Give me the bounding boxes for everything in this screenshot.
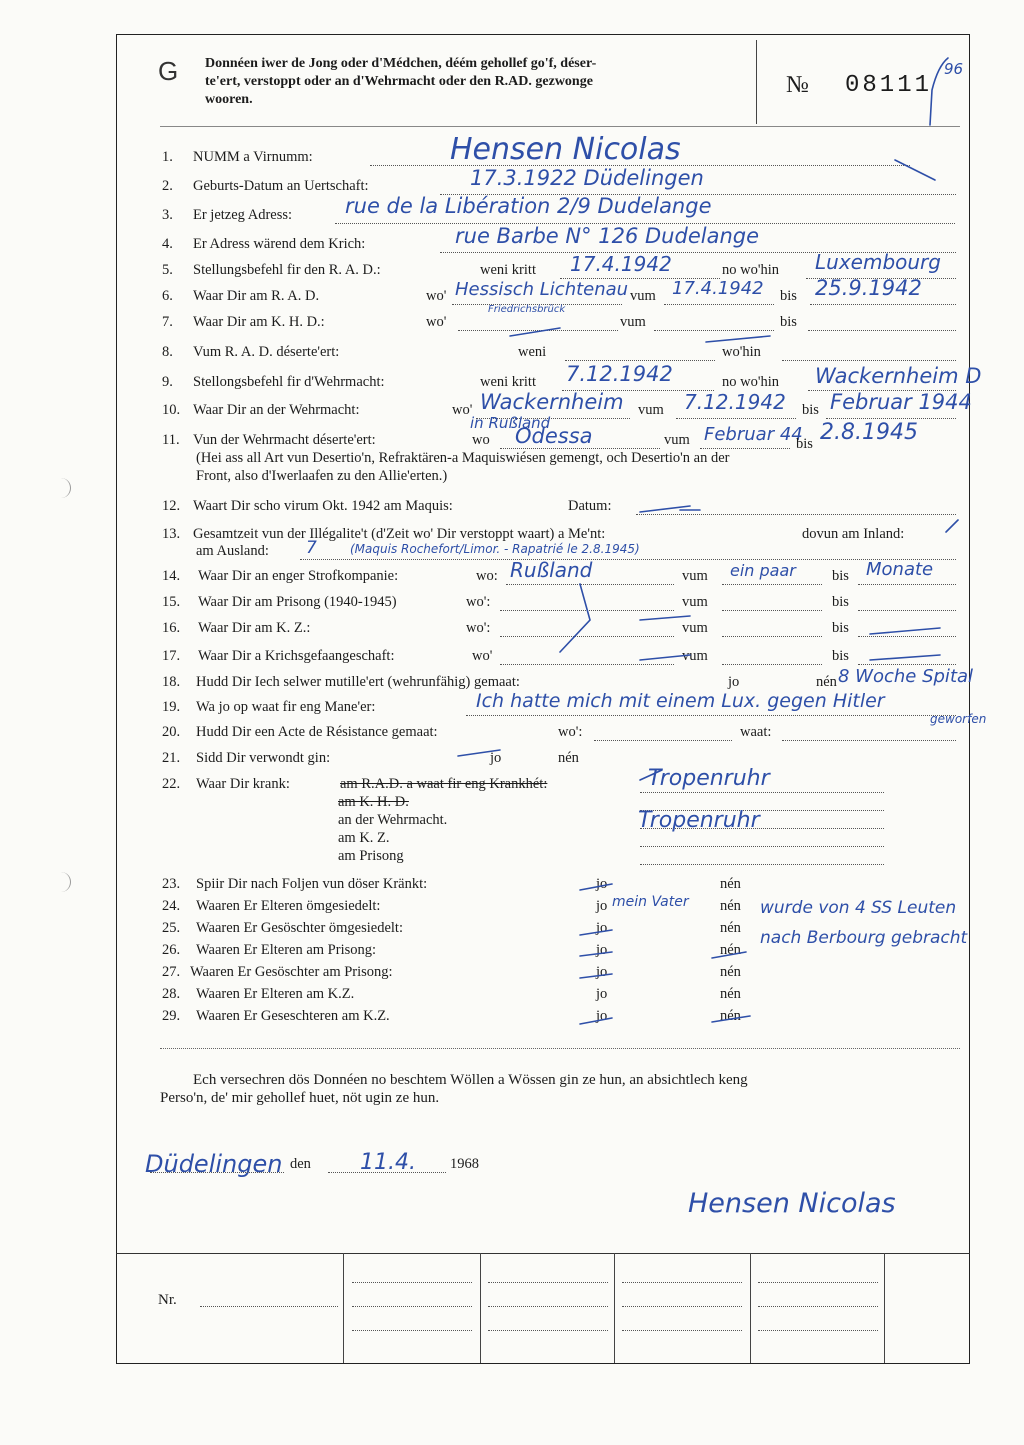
word: vum (682, 568, 708, 584)
war-address-hw: rue Barbe N° 126 Dudelange (455, 224, 760, 248)
form-number: 08111 (845, 72, 933, 99)
illness-hw: Tropenruhr (648, 766, 770, 791)
row-label: NUMM a Virnumm: (193, 149, 313, 165)
row-num: 26. (162, 942, 181, 958)
row-num: 5. (162, 262, 173, 278)
rad-from-hw: 17.4.1942 (672, 278, 764, 299)
wm-to-hw: Februar 1944 (830, 390, 972, 414)
header-title-2: te'ert, verstoppt oder an d'Wehrmacht oder den R.AD. gezwonge (205, 74, 593, 89)
word: nén (720, 942, 741, 958)
word: bis (832, 568, 849, 584)
manner-cont-hw: geworfen (930, 712, 987, 726)
illness-sub-label: an der Wehrmacht. (338, 812, 448, 828)
row-num: 20. (162, 724, 181, 740)
row-num: 1. (162, 149, 173, 165)
row-label: Er jetzeg Adress: (193, 207, 293, 223)
word: wo: (476, 568, 498, 584)
word: jo (596, 1008, 608, 1024)
row-label: Waaren Er Elteren ömgesiedelt: (196, 898, 381, 914)
row-num: 13. (162, 526, 181, 542)
declaration-line-2: Perso'n, de' mir gehollef huet, nöt ugin ze hun. (160, 1090, 440, 1106)
word: bis (832, 648, 849, 664)
row-num: 19. (162, 699, 181, 715)
word: nén (720, 986, 741, 1002)
illness-rad-label: am R.A.D. a waat fir eng Krankhét: (340, 776, 548, 792)
word: bis (780, 288, 797, 304)
row-label: Hudd Dir Iech selwer mutille'ert (wehrunfähig) gemaat: (196, 674, 520, 690)
row-label: Waar Dir am K. Z.: (198, 620, 311, 636)
word: no wo'hin (722, 374, 779, 390)
word: jo (728, 674, 740, 690)
row-label: Stellungsbefehl fir den R. A. D.: (193, 262, 381, 278)
wm-order-place-hw: Wackernheim D (815, 364, 982, 388)
place-hw: Düdelingen (145, 1150, 283, 1178)
row-num: 17. (162, 648, 181, 664)
row-num: 27. (162, 964, 181, 980)
rad-order-date-hw: 17.4.1942 (570, 252, 672, 276)
row-num: 6. (162, 288, 173, 304)
word: wo' (426, 314, 447, 330)
word: bis (780, 314, 797, 330)
row-label: Sidd Dir verwondt gin: (196, 750, 331, 766)
header-mark: G (158, 56, 179, 86)
row-label: Waaren Er Geseschteren am K.Z. (196, 1008, 390, 1024)
word: vum (664, 432, 690, 448)
word: jo (596, 942, 608, 958)
resettled-note2-hw: nach Berbourg gebracht (760, 928, 968, 948)
word: nén (720, 964, 741, 980)
row-label: Waar Dir krank: (196, 776, 290, 792)
word: dovun am Inland: (802, 526, 905, 542)
word: nén (720, 1008, 741, 1024)
form-number-hw: 96 (944, 60, 964, 78)
wm-order-date-hw: 7.12.1942 (566, 362, 673, 386)
row-label: Waar Dir am R. A. D. (193, 288, 320, 304)
number-label: № (786, 72, 809, 98)
word: wo': (466, 620, 491, 636)
signature-hw: Hensen Nicolas (688, 1188, 896, 1219)
word: jo (596, 876, 608, 892)
parents-resettled-hw: mein Vater (612, 894, 689, 910)
word: bis (802, 402, 819, 418)
illness-sub-label: am K. Z. (338, 830, 390, 846)
row-num: 18. (162, 674, 181, 690)
row-num: 16. (162, 620, 181, 636)
word: no wo'hin (722, 262, 779, 278)
row-num: 14. (162, 568, 181, 584)
manner-hw: Ich hatte mich mit einem Lux. gegen Hitler (476, 690, 885, 712)
penal-place-hw: Rußland (510, 558, 593, 582)
row-label: Waar Dir an enger Strofkompanie: (198, 568, 399, 584)
row-num: 15. (162, 594, 181, 610)
wm-place-hw: Wackernheim (480, 390, 624, 414)
row-label: Gesamtzeit vun der Illégalite't (d'Zeit wo' Dir verstoppt waart) a Me'nt: (193, 526, 606, 542)
header-title-3: wooren. (205, 92, 253, 107)
word: jo (596, 964, 608, 980)
date-year: 1968 (450, 1156, 479, 1172)
row-num: 2. (162, 178, 173, 194)
row-num: 12. (162, 498, 181, 514)
word: nén (558, 750, 579, 766)
desertion-from-hw: Februar 44 (704, 424, 803, 445)
row-num: 25. (162, 920, 181, 936)
row-label: Waaren Er Elteren am K.Z. (196, 986, 355, 1002)
row-label: Geburts-Datum an Uertschaft: (193, 178, 369, 194)
birth-hw: 17.3.1922 Düdelingen (470, 166, 704, 190)
row-label: Wa jo op waat fir eng Mane'er: (196, 699, 376, 715)
row-label: Waaren Er Gesöschter ömgesiedelt: (196, 920, 403, 936)
word: wo' (426, 288, 447, 304)
name-hw: Hensen Nicolas (450, 132, 681, 167)
word: weni kritt (480, 374, 536, 390)
date-den: den (290, 1156, 311, 1172)
row-num: 28. (162, 986, 181, 1002)
row-num: 24. (162, 898, 181, 914)
word: wo': (558, 724, 583, 740)
address-hw: rue de la Libération 2/9 Dudelange (345, 194, 712, 218)
row-label: Waar Dir an der Wehrmacht: (193, 402, 360, 418)
row-label: Waar Dir am Prisong (1940-1945) (198, 594, 397, 610)
desertion-country-hw: in Rußland (470, 414, 551, 432)
word: jo (596, 920, 608, 936)
row-num: 21. (162, 750, 181, 766)
footer-nr-label: Nr. (158, 1292, 177, 1308)
word: wo'hin (722, 344, 761, 360)
rad-order-place-hw: Luxembourg (815, 250, 941, 274)
word: bis (832, 620, 849, 636)
header-title-1: Donnéen iwer de Jong oder d'Médchen, déém gehollef go'f, déser- (205, 56, 597, 71)
row-num: 8. (162, 344, 173, 360)
word: bis (832, 594, 849, 610)
row-num: 3. (162, 207, 173, 223)
row-11-note-2: Front, also d'Iwerlaafen zu den Allie'erten.) (196, 468, 448, 484)
row-num: 7. (162, 314, 173, 330)
word: nén (720, 876, 741, 892)
illness2-hw: Tropenruhr (638, 808, 760, 833)
row-num: 11. (162, 432, 180, 448)
date-hw: 11.4. (360, 1150, 416, 1175)
word: jo (490, 750, 502, 766)
row-label: Waart Dir scho virum Okt. 1942 am Maquis: (193, 498, 453, 514)
illness-sub-label: am Prisong (338, 848, 404, 864)
row-num: 29. (162, 1008, 181, 1024)
word: nén (816, 674, 837, 690)
word: vum (630, 288, 656, 304)
abroad-months-hw: 7 (306, 538, 317, 558)
row-label: Waar Dir am K. H. D.: (193, 314, 325, 330)
row-label: Waaren Er Elteren am Prisong: (196, 942, 377, 958)
desertion-place-hw: Odessa (515, 424, 593, 448)
word: jo (596, 898, 608, 914)
rad-place2-hw: Friedrichsbrück (488, 304, 566, 315)
word: weni (518, 344, 547, 360)
row-label: Vum R. A. D. déserte'ert: (193, 344, 340, 360)
row-label: Er Adress wärend dem Krich: (193, 236, 366, 252)
row-11-note-1: (Hei ass all Art vun Desertio'n, Refraktären-a Maquiswiésen gemengt, och Desertio'n an der (196, 450, 730, 466)
word: weni kritt (480, 262, 536, 278)
word: jo (596, 986, 608, 1002)
resettled-note-hw: wurde von 4 SS Leuten (760, 898, 957, 918)
wm-from-hw: 7.12.1942 (684, 390, 786, 414)
row-label: Spiir Dir nach Foljen vun döser Kränkt: (196, 876, 428, 892)
word: wo' (452, 402, 473, 418)
rad-place-hw: Hessisch Lichtenau (455, 279, 629, 300)
word: vum (682, 594, 708, 610)
word: vum (638, 402, 664, 418)
desertion-to-hw: 2.8.1945 (820, 420, 918, 445)
word: vum (682, 648, 708, 664)
row-num: 10. (162, 402, 181, 418)
word: vum (682, 620, 708, 636)
row-label: Stellongsbefehl fir d'Wehrmacht: (193, 374, 385, 390)
rad-to-hw: 25.9.1942 (815, 276, 922, 300)
row-label: Waaren Er Gesöschter am Prisong: (190, 964, 393, 980)
word: wo' (472, 648, 493, 664)
word: waat: (740, 724, 772, 740)
row-label: Waar Dir a Krichsgefaangeschaft: (198, 648, 395, 664)
penal-to-hw: Monate (866, 559, 934, 580)
abroad-note-hw: (Maquis Rochefort/Limor. - Rapatrié le 2.8.1945) (350, 542, 640, 556)
penal-from-hw: ein paar (730, 561, 796, 580)
row-num: 4. (162, 236, 173, 252)
self-mutilation-hw: 8 Woche Spital (838, 666, 974, 687)
illness-sub-label: am K. H. D. (338, 794, 409, 810)
declaration-line-1: Ech versechren dös Donnéen no beschtem Wöllen a Wössen gin ze hun, an absichtlech keng (193, 1072, 748, 1088)
row-13-line2: am Ausland: (196, 543, 269, 559)
word: wo': (466, 594, 491, 610)
row-num: 9. (162, 374, 173, 390)
row-num: 22. (162, 776, 181, 792)
word: bis (796, 436, 813, 452)
word: vum (620, 314, 646, 330)
word: Datum: (568, 498, 612, 514)
word: wo (472, 432, 490, 448)
row-num: 23. (162, 876, 181, 892)
word: nén (720, 920, 741, 936)
row-label: Hudd Dir een Acte de Résistance gemaat: (196, 724, 438, 740)
row-label: Vun der Wehrmacht déserte'ert: (193, 432, 376, 448)
word: nén (720, 898, 741, 914)
